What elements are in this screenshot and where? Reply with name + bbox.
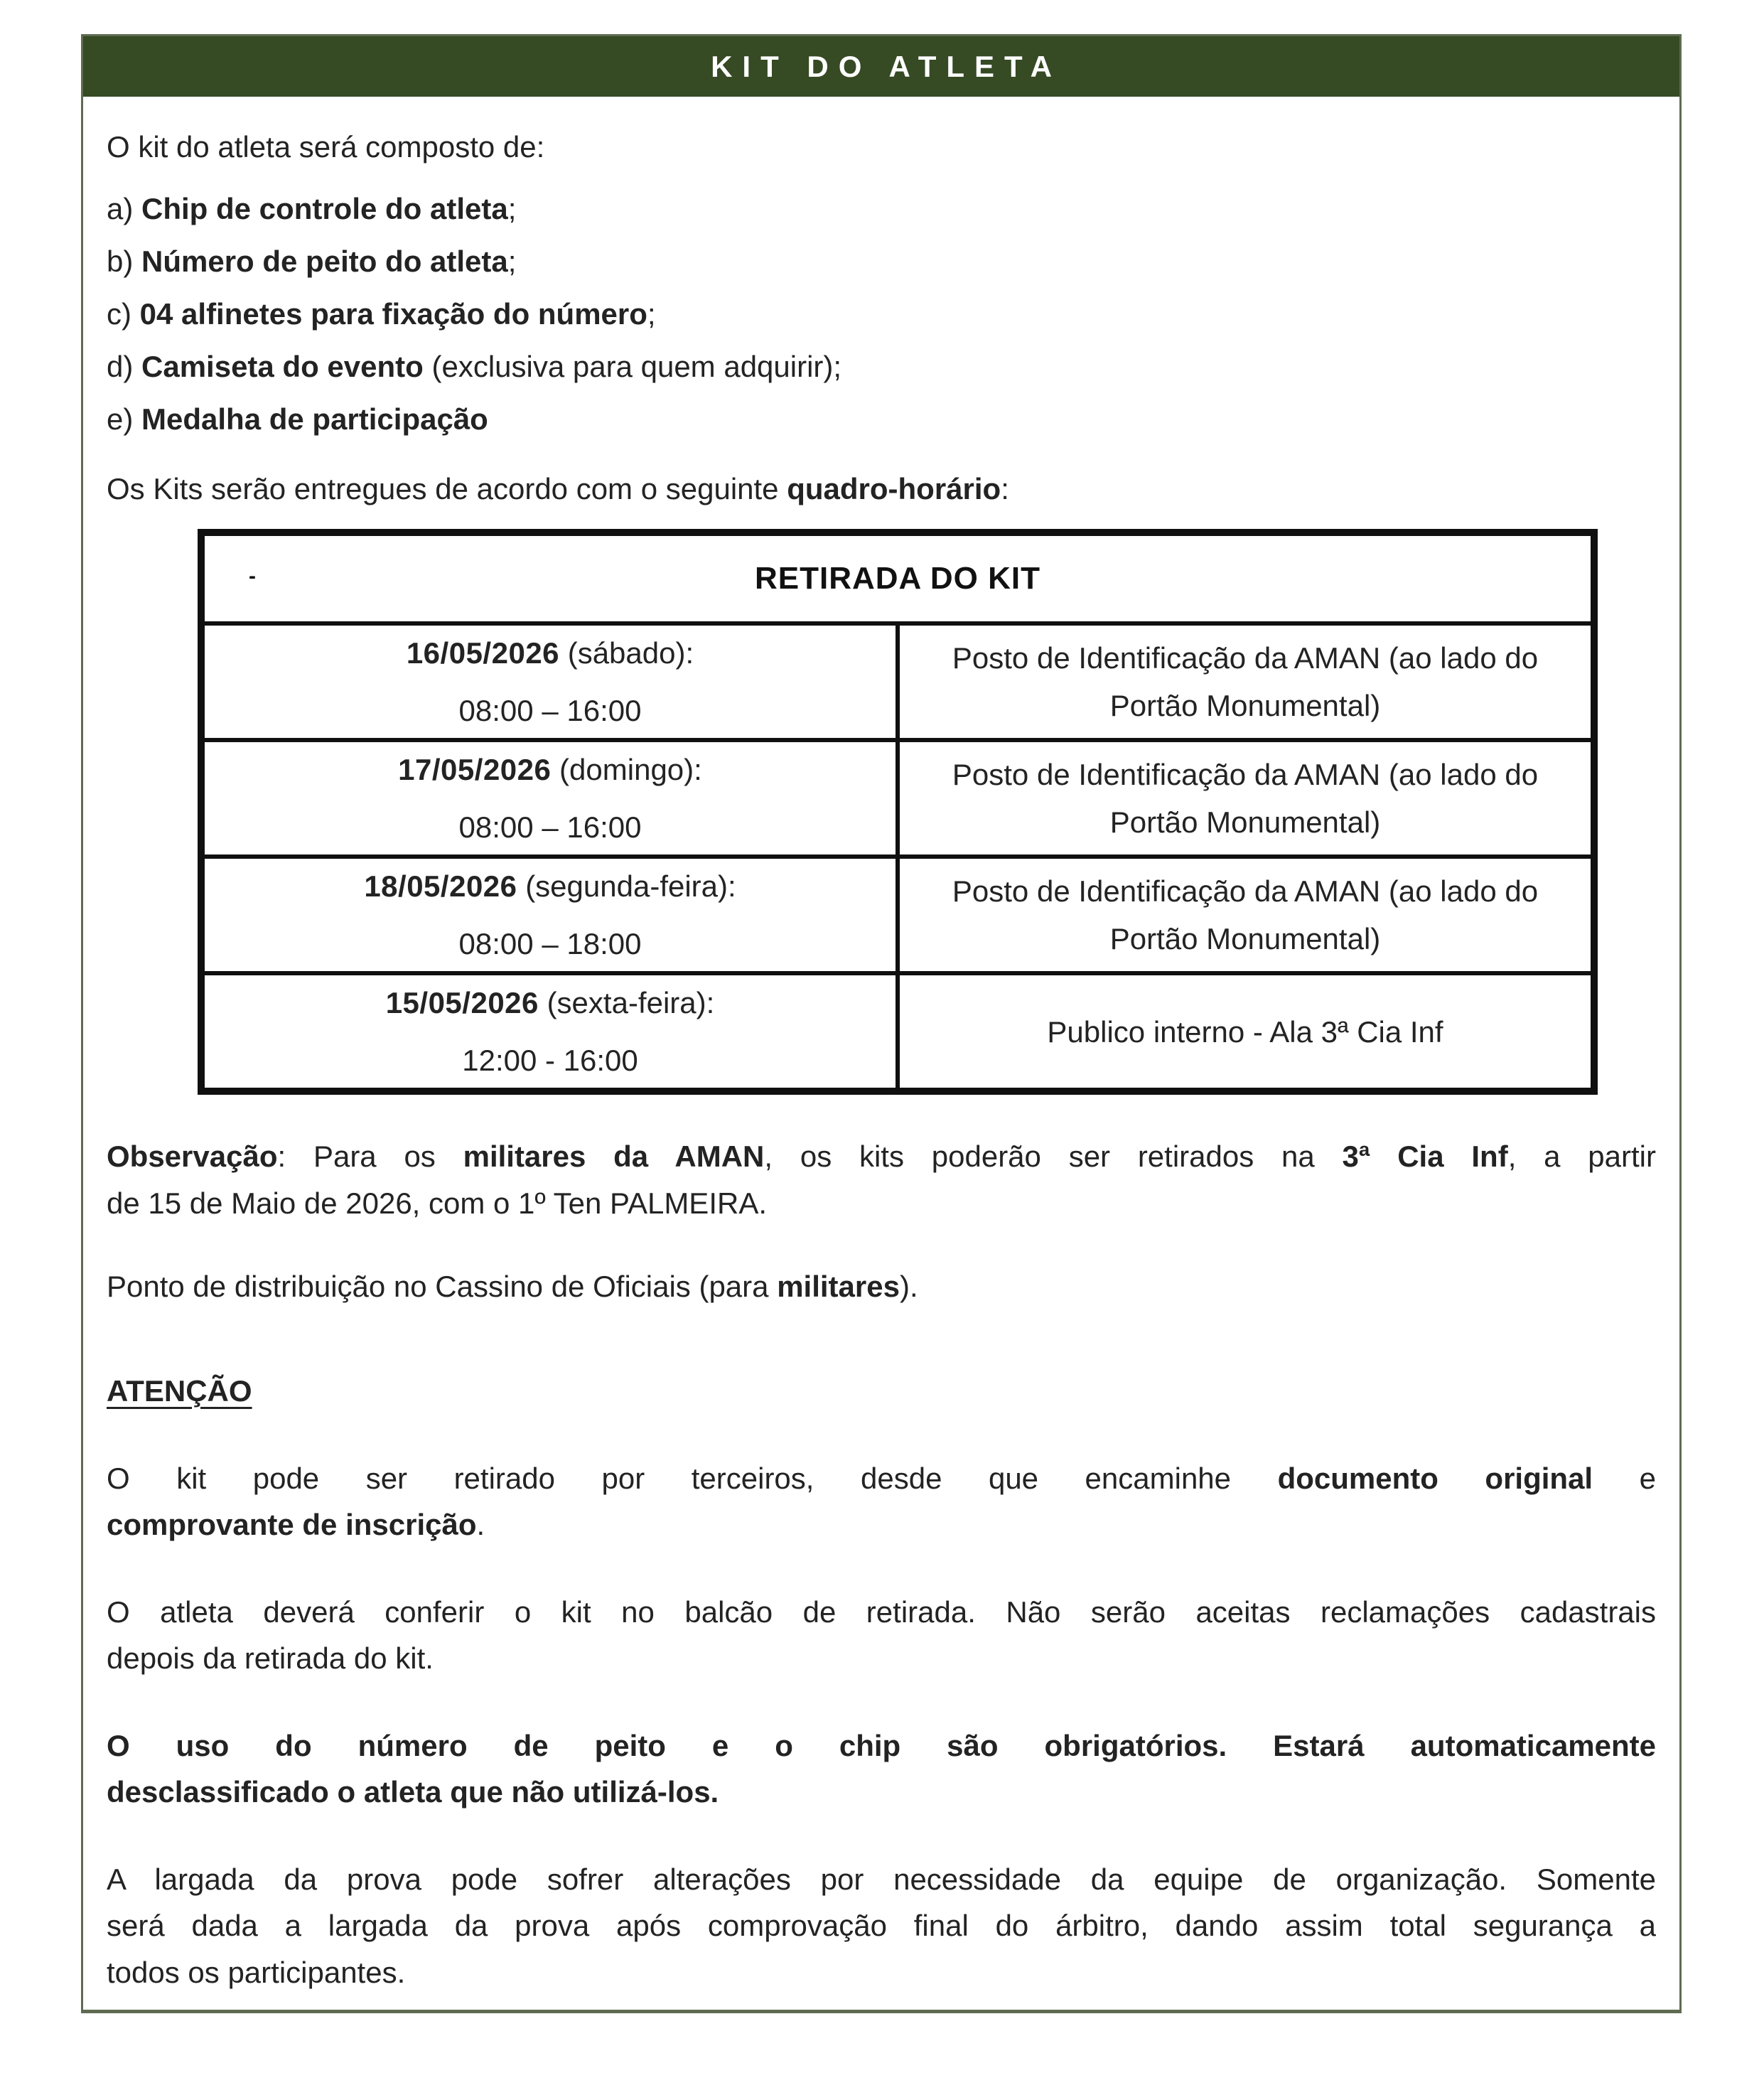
kit-item-b: b) Número de peito do atleta; — [107, 245, 517, 279]
pickup-date-cell — [201, 623, 898, 740]
table-title: RETIRADA DO KIT — [754, 560, 1041, 596]
attention-paragraph-3: O uso do número de peito e o chip são obrigatórios. Estará automaticamente desclassificado o atleta que não utilizá-los. — [107, 1729, 1656, 1809]
pickup-location-cell: Posto de Identificação da AMAN (ao lado do Portão Monumental) — [898, 857, 1594, 973]
document-content — [83, 97, 1679, 1995]
attention-paragraph-1: O kit pode ser retirado por terceiros, desde que encaminhe documento original e comprovante de inscrição. — [107, 1461, 1656, 1541]
table-row — [201, 857, 1594, 973]
kit-items-list — [107, 186, 1656, 442]
pickup-date: 17/05/2026 (domingo): — [398, 752, 702, 786]
pickup-time: 12:00 - 16:00 — [462, 1044, 638, 1078]
attention-paragraph-2: O atleta deverá conferir o kit no balcão de retirada. Não serão aceitas reclamações cadastrais depois da retirada do kit. — [107, 1595, 1656, 1676]
table-header-row — [201, 532, 1594, 623]
intro-lead: O kit do atleta será composto de: — [107, 130, 545, 164]
table-row — [201, 740, 1594, 857]
pickup-time: 08:00 – 18:00 — [458, 927, 642, 961]
pickup-time: 08:00 – 16:00 — [458, 810, 642, 844]
kit-item-c: c) 04 alfinetes para fixação do número; — [107, 297, 656, 331]
kit-item-e: e) Medalha de participação — [107, 402, 488, 436]
pickup-date: 15/05/2026 (sexta-feira): — [385, 986, 715, 1020]
schedule-intro: Os Kits serão entregues de acordo com o seguinte quadro-horário: — [107, 471, 1009, 505]
distribution-note: Ponto de distribuição no Cassino de Oficiais (para militares). — [107, 1269, 918, 1303]
document-frame — [81, 34, 1682, 2013]
pickup-date-cell — [201, 740, 898, 857]
pickup-date-cell — [201, 857, 898, 973]
table-row — [201, 973, 1594, 1091]
observation-note: Observação: Para os militares da AMAN, os kits poderão ser retirados na 3ª Cia Inf, a partir de 15 de Maio de 2026, com o 1º Ten PALMEIRA. — [107, 1140, 1656, 1220]
pickup-date: 18/05/2026 (segunda-feira): — [364, 869, 736, 904]
table-header-cell — [201, 532, 1594, 623]
pickup-date-cell — [201, 973, 898, 1091]
kit-item-d: d) Camiseta do evento (exclusiva para quem adquirir); — [107, 350, 842, 384]
section-title-bar — [83, 36, 1679, 97]
pickup-time: 08:00 – 16:00 — [458, 693, 642, 727]
attention-paragraph-4: A largada da prova pode sofrer alterações por necessidade da equipe de organização. Somente será dada a largada da prova após comprovação final do árbitro, dando assim total segurança a todos os participantes. — [107, 1863, 1656, 1989]
attention-heading: ATENÇÃO — [107, 1373, 252, 1408]
pickup-location-cell: Publico interno - Ala 3ª Cia Inf — [898, 973, 1594, 1091]
table-row — [201, 623, 1594, 740]
pickup-location-cell: Posto de Identificação da AMAN (ao lado do Portão Monumental) — [898, 740, 1594, 857]
pickup-location-cell: Posto de Identificação da AMAN (ao lado do Portão Monumental) — [898, 623, 1594, 740]
section-title: KIT DO ATLETA — [711, 49, 1062, 83]
pickup-date: 16/05/2026 (sábado): — [406, 636, 694, 670]
kit-pickup-table — [198, 529, 1598, 1095]
kit-item-a: a) Chip de controle do atleta; — [107, 192, 517, 226]
stray-mark: - — [249, 564, 256, 588]
